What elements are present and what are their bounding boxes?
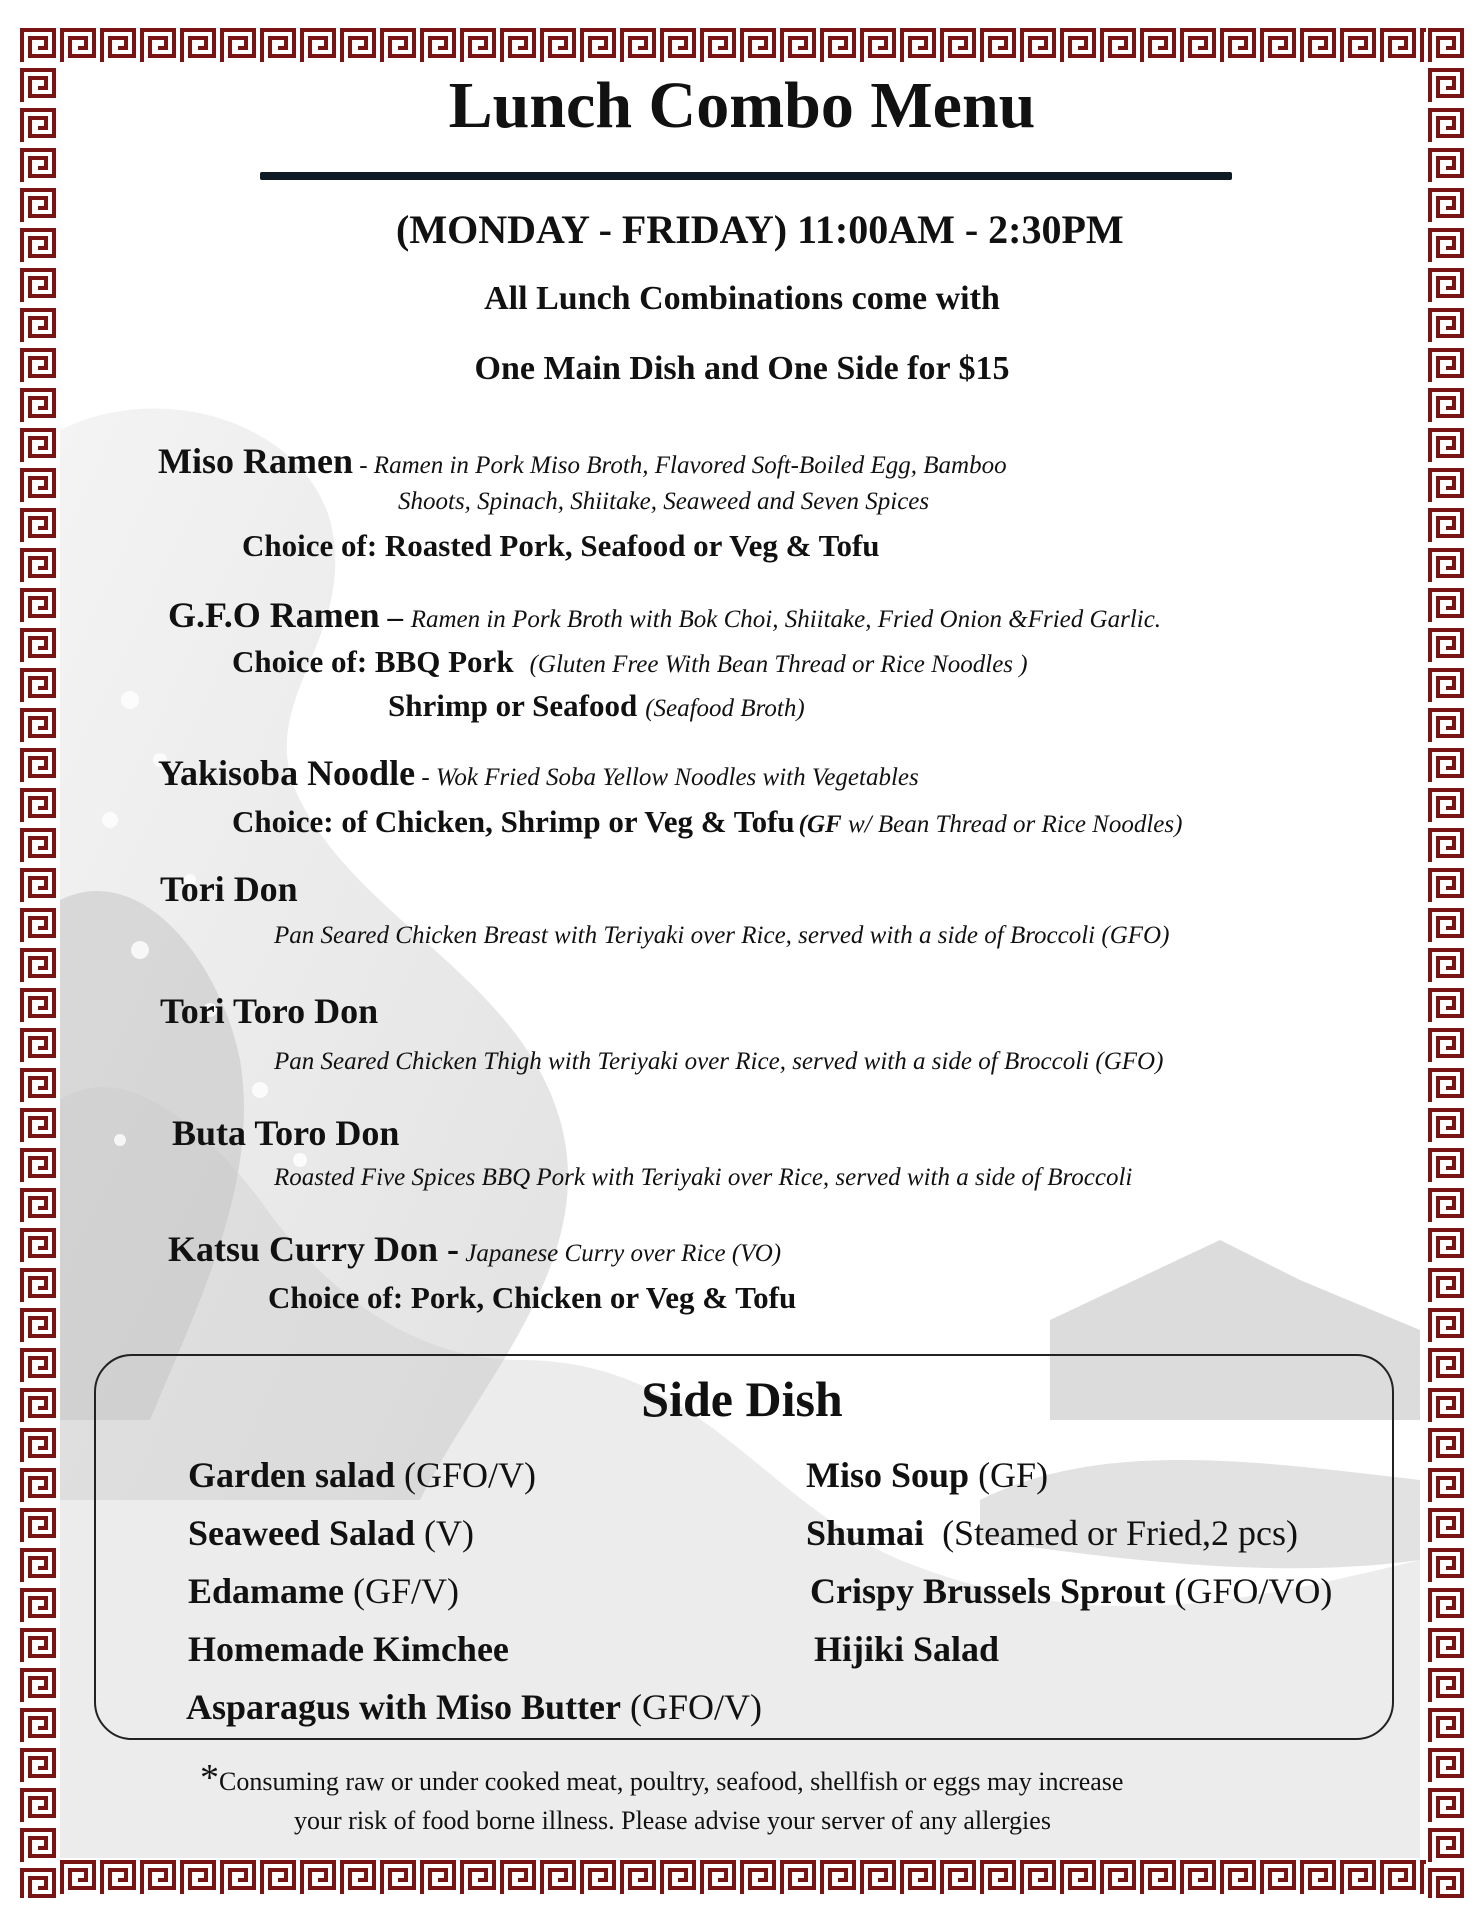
miso-ramen-description-line-2: Shoots, Spinach, Shiitake, Seaweed and Seven Spices: [398, 488, 930, 515]
dish-name: Miso Ramen: [158, 441, 353, 481]
menu-item-yakisoba-noodle: [158, 752, 919, 794]
menu-item-tori-toro-don: Tori Toro Don: [160, 991, 379, 1031]
side-name: Shumai: [806, 1513, 925, 1553]
side-item-asparagus: [186, 1686, 762, 1728]
menu-item-tori-don: Tori Don: [160, 869, 298, 909]
choice-note: w/ Bean Thread or Rice Noodles): [841, 811, 1183, 838]
side-note: (V): [415, 1513, 475, 1553]
side-item-homemade-kimchee: [188, 1628, 509, 1670]
gfo-ramen-choice-1: [232, 644, 1028, 680]
side-item-garden-salad: [188, 1454, 536, 1496]
menu-item-katsu-curry-don: [168, 1228, 781, 1270]
side-item-hijiki-salad: [814, 1628, 999, 1670]
tori-don-description: Pan Seared Chicken Breast with Teriyaki over Rice, served with a side of Broccoli (GFO): [274, 922, 1170, 949]
side-name: Asparagus with Miso Butter: [186, 1687, 622, 1727]
side-name: Miso Soup: [806, 1455, 970, 1495]
asterisk: *: [200, 1757, 219, 1799]
side-name: Hijiki Salad: [814, 1629, 1000, 1669]
dish-name: G.F.O Ramen: [168, 595, 380, 635]
menu-item-gfo-ramen: [168, 594, 1161, 636]
side-item-seaweed-salad: [188, 1512, 474, 1554]
dish-description: Japanese Curry over Rice (VO): [459, 1240, 782, 1267]
side-name: Seaweed Salad: [188, 1513, 416, 1553]
choice-text: Choice: of Chicken, Shrimp or Veg & Tofu: [232, 804, 795, 839]
buta-toro-don-description: Roasted Five Spices BBQ Pork with Teriyaki over Rice, served with a side of Broccoli: [274, 1164, 1133, 1191]
intro-line-2: One Main Dish and One Side for $15: [474, 350, 1010, 387]
tori-toro-don-description: Pan Seared Chicken Thigh with Teriyaki over Rice, served with a side of Broccoli (GFO): [274, 1048, 1164, 1075]
side-name: Crispy Brussels Sprout: [810, 1571, 1166, 1611]
side-item-edamame: [188, 1570, 459, 1612]
side-item-shumai: [806, 1512, 1298, 1554]
side-name: Garden salad: [188, 1455, 396, 1495]
miso-ramen-choice: Choice of: Roasted Pork, Seafood or Veg & Tofu: [242, 528, 880, 563]
menu-item-buta-toro-don: Buta Toro Don: [172, 1113, 400, 1153]
side-note: (GFO/VO): [1165, 1571, 1333, 1611]
side-name: Edamame: [188, 1571, 344, 1611]
gfo-ramen-choice-2: [388, 688, 805, 724]
title-divider: [260, 172, 1232, 180]
dish-dash: –: [379, 599, 411, 634]
dish-name: Yakisoba Noodle: [158, 753, 416, 793]
side-note: (GFO/V): [395, 1455, 537, 1495]
disclaimer-line-1: [200, 1756, 1123, 1800]
choice-note: (Gluten Free With Bean Thread or Rice Noodles ): [529, 651, 1028, 678]
side-note: (GFO/V): [621, 1687, 763, 1727]
side-note: (Steamed or Fried,2 pcs): [924, 1513, 1298, 1553]
choice-text: Shrimp or Seafood: [388, 688, 638, 723]
greek-key-border-bottom: [18, 1858, 1466, 1898]
choice-note: (Seafood Broth): [645, 695, 805, 722]
katsu-curry-choice: Choice of: Pork, Chicken or Veg & Tofu: [268, 1280, 797, 1315]
side-item-crispy-brussels-sprout: [810, 1570, 1332, 1612]
page-title: Lunch Combo Menu: [448, 69, 1036, 142]
dish-description: - Wok Fried Soba Yellow Noodles with Vegetables: [415, 764, 919, 791]
menu-item-miso-ramen: [158, 440, 1007, 482]
side-note: (GF/V): [344, 1571, 459, 1611]
intro-line-1: All Lunch Combinations come with: [484, 280, 1000, 317]
dish-description: Ramen in Pork Broth with Bok Choi, Shiitake, Fried Onion &Fried Garlic.: [410, 606, 1162, 633]
greek-key-border-top: [18, 26, 1466, 66]
side-item-miso-soup: [806, 1454, 1048, 1496]
lunch-hours: (MONDAY - FRIDAY) 11:00AM - 2:30PM: [396, 207, 1124, 252]
choice-note-gf: (GF: [798, 811, 842, 838]
disclaimer-text: Consuming raw or under cooked meat, poultry, seafood, shellfish or eggs may increase: [219, 1767, 1124, 1796]
side-name: Homemade Kimchee: [188, 1629, 509, 1669]
disclaimer-line-2: your risk of food borne illness. Please advise your server of any allergies: [294, 1806, 1051, 1835]
dish-name: Katsu Curry Don -: [168, 1229, 460, 1269]
side-note: (GF): [969, 1455, 1049, 1495]
choice-text: Choice of: BBQ Pork: [232, 644, 514, 679]
yakisoba-choice: [232, 804, 1182, 840]
dish-description: - Ramen in Pork Miso Broth, Flavored Soft-Boiled Egg, Bamboo: [352, 452, 1007, 479]
side-dish-title: Side Dish: [641, 1371, 843, 1427]
